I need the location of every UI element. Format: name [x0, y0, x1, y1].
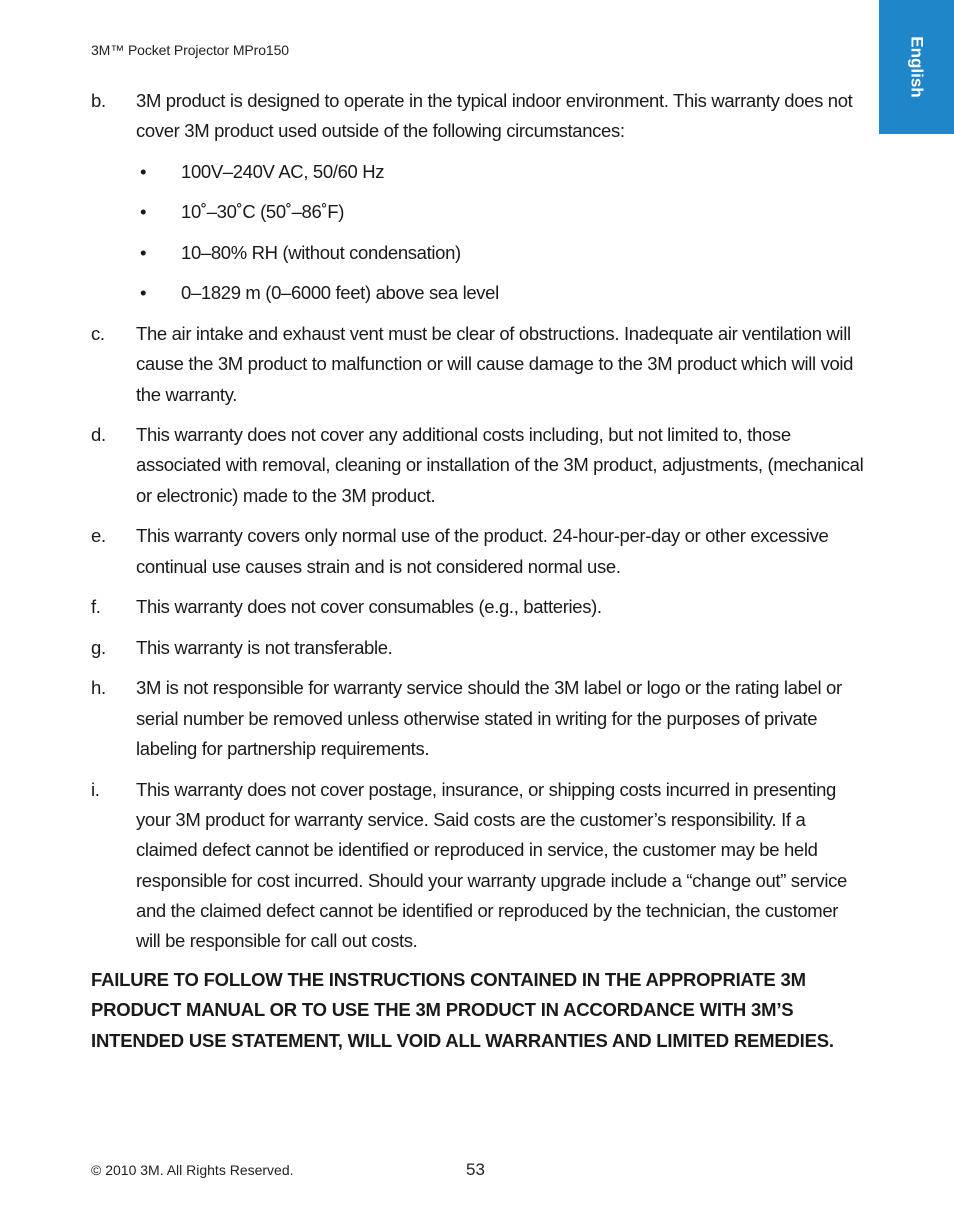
warranty-item-g [91, 633, 866, 663]
item-marker: i. [91, 778, 100, 800]
item-text: 3M product is designed to operate in the typical indoor environment. This warranty does not cover 3M product used outside of the following circumstances: [136, 90, 853, 142]
item-text: This warranty does not cover postage, insurance, or shipping costs incurred in presenting your 3M product for warranty service. Said costs are the customer’s responsibility. If a claimed defect cannot be identified or reproduced in service, the customer may be held responsible for cost incurred. Should your warranty upgrade include a “change out” service and the claimed defect cannot be identified or reproduced by the technician, the customer will be responsible for call out costs. [136, 778, 847, 952]
item-text: This warranty covers only normal use of the product. 24-hour-per-day or other excessive continual use causes strain and is not considered normal use. [136, 525, 829, 577]
item-marker: h. [91, 677, 106, 699]
warranty-item-h [91, 673, 866, 764]
bullet-text: 0–1829 m (0–6000 feet) above sea level [181, 282, 499, 304]
item-marker: b. [91, 90, 106, 111]
item-marker: d. [91, 424, 106, 446]
bullet-text: 100V–240V AC, 50/60 Hz [181, 160, 385, 182]
item-marker: e. [91, 525, 106, 547]
page-header-title: 3M™ Pocket Projector MPro150 [91, 42, 289, 58]
item-marker: c. [91, 322, 105, 344]
language-tab-label: English [907, 36, 927, 98]
bullet-item [136, 278, 866, 308]
operating-conditions-list [136, 157, 866, 309]
item-marker: g. [91, 636, 106, 658]
warranty-list [91, 86, 866, 967]
bullet-item [136, 157, 866, 187]
bullet-dot-icon: • [140, 201, 147, 223]
warranty-item-d [91, 420, 866, 511]
warranty-void-warning: FAILURE TO FOLLOW THE INSTRUCTIONS CONTAINED IN THE APPROPRIATE 3M PRODUCT MANUAL OR TO USE THE 3M PRODUCT IN ACCORDANCE WITH 3M’S INTENDED USE STATEMENT, WILL VOID ALL WARRANTIES AND LIMITED REMEDIES. [91, 969, 834, 1051]
language-tab [879, 0, 954, 134]
item-text: This warranty is not transferable. [136, 636, 393, 658]
bullet-item [136, 238, 866, 268]
bullet-dot-icon: • [140, 282, 147, 304]
item-text: This warranty does not cover any additional costs including, but not limited to, those associated with removal, cleaning or installation of the 3M product, adjustments, (mechanical or electronic) made to the 3M product. [136, 424, 864, 506]
bullet-text: 10–80% RH (without condensation) [181, 241, 461, 263]
warranty-item-f [91, 592, 866, 622]
bullet-dot-icon: • [140, 160, 147, 182]
warranty-item-c [91, 319, 866, 410]
warranty-item-b [91, 86, 866, 309]
item-text: The air intake and exhaust vent must be clear of obstructions. Inadequate air ventilation will cause the 3M product to malfunction or will cause damage to the 3M product which will void the warranty. [136, 322, 854, 405]
item-marker: f. [91, 596, 101, 618]
bullet-text: 10˚–30˚C (50˚–86˚F) [181, 201, 345, 223]
item-text: This warranty does not cover consumables (e.g., batteries). [136, 596, 602, 618]
warranty-item-i [91, 775, 866, 957]
page-number: 53 [466, 1160, 485, 1179]
bullet-dot-icon: • [140, 241, 147, 263]
item-text: 3M is not responsible for warranty service should the 3M label or logo or the rating label or serial number be removed unless otherwise stated in writing for the purposes of private labeling for partnership requirements. [136, 677, 842, 760]
copyright-notice: © 2010 3M. All Rights Reserved. [91, 1162, 294, 1178]
warranty-item-e [91, 521, 866, 582]
bullet-item [136, 197, 866, 227]
